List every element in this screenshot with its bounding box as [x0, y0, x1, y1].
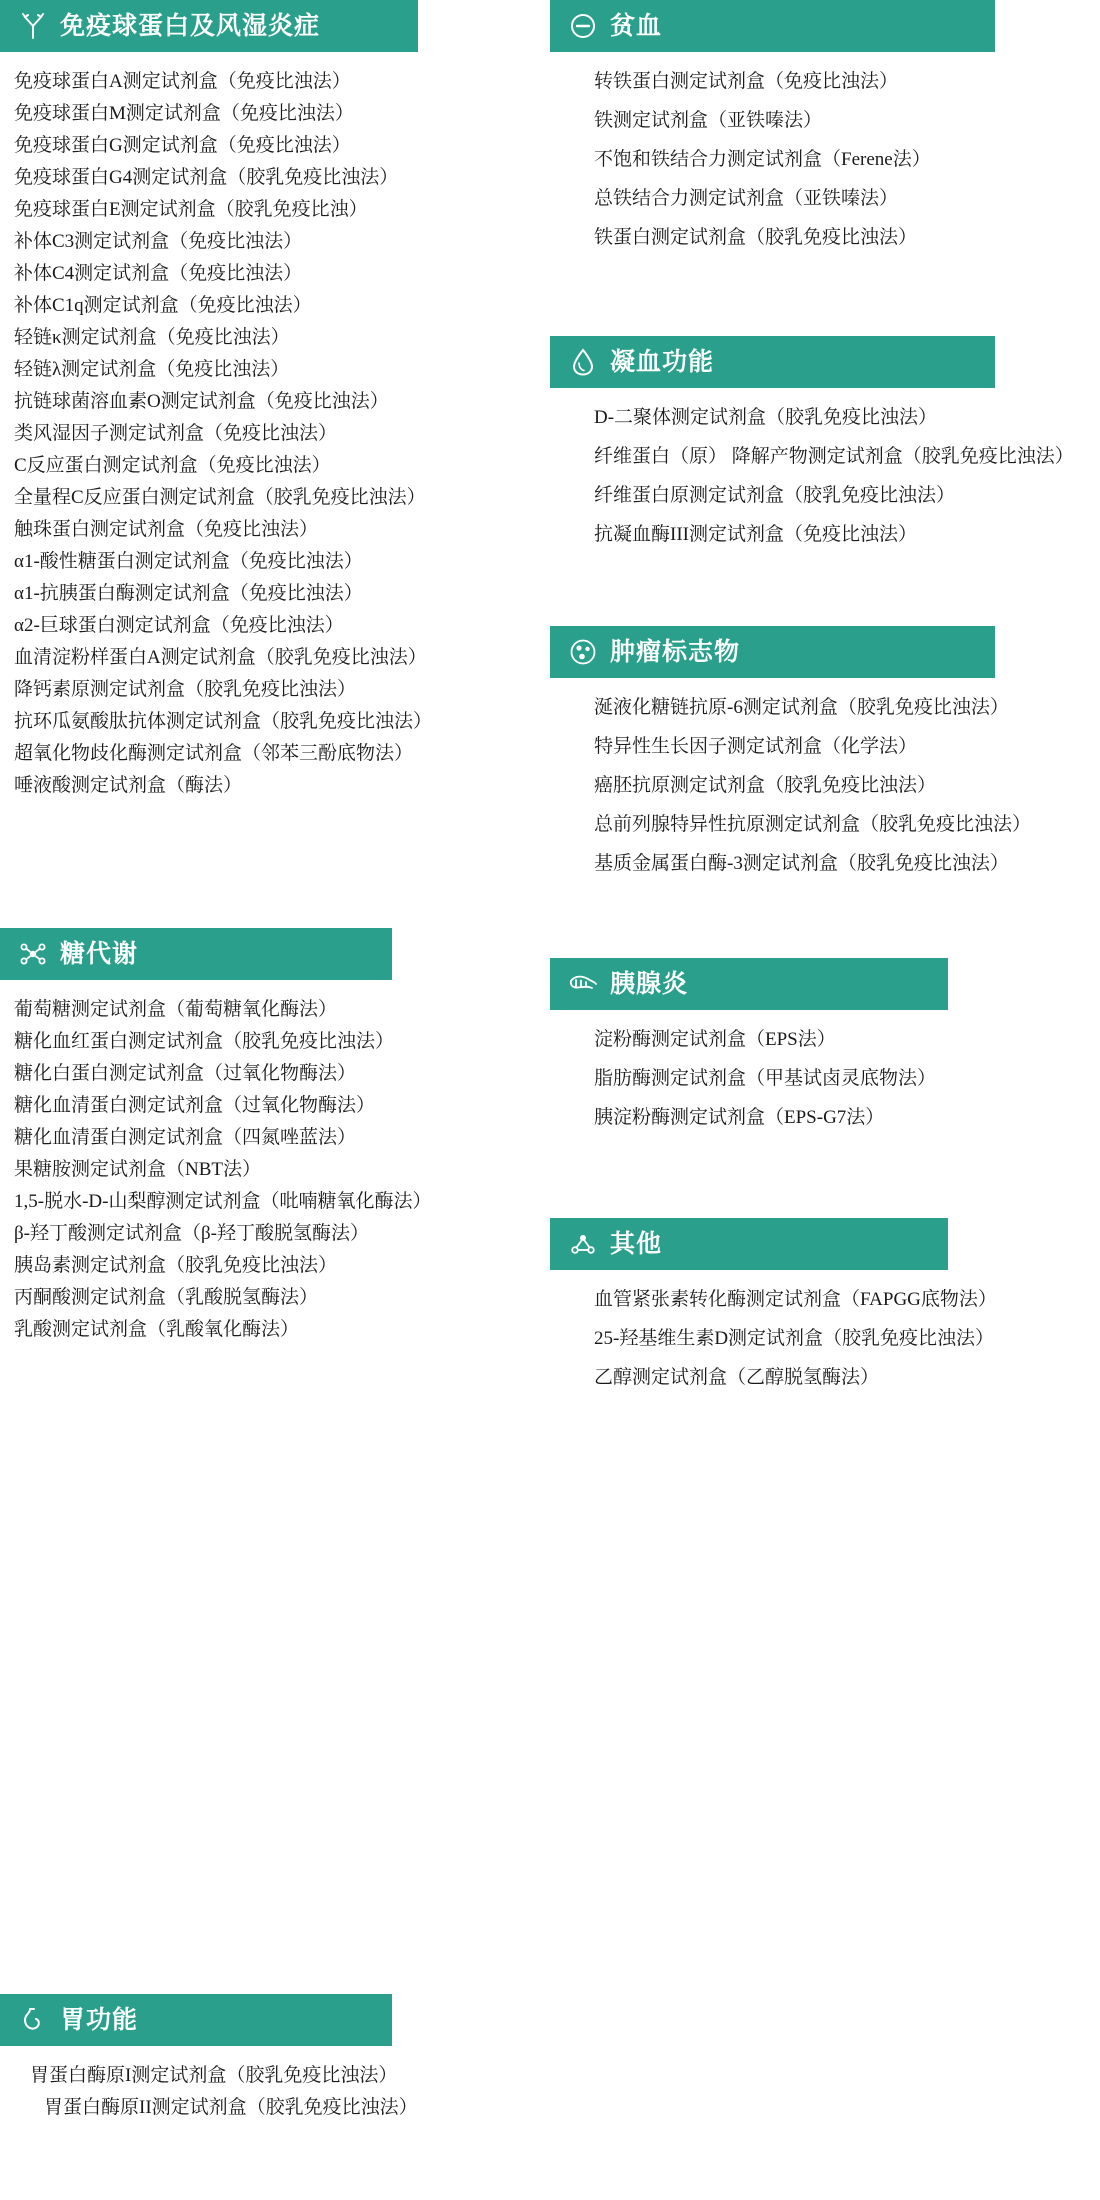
- list-item: 触珠蛋白测定试剂盒（免疫比浊法）: [14, 519, 319, 540]
- list-item: 脂肪酶测定试剂盒（甲基试卤灵底物法）: [594, 1068, 937, 1089]
- list-item: 胃蛋白酶原I测定试剂盒（胶乳免疫比浊法）: [30, 2065, 398, 2086]
- list-item: α2-巨球蛋白测定试剂盒（免疫比浊法）: [14, 615, 344, 636]
- list-item: 免疫球蛋白G4测定试剂盒（胶乳免疫比浊法）: [14, 167, 399, 188]
- list-item: β-羟丁酸测定试剂盒（β-羟丁酸脱氢酶法）: [14, 1223, 369, 1244]
- list-item: α1-酸性糖蛋白测定试剂盒（免疫比浊法）: [14, 551, 363, 572]
- section-title: 凝血功能: [610, 348, 715, 376]
- section-title: 贫血: [610, 12, 663, 40]
- list-item: 胃蛋白酶原II测定试剂盒（胶乳免疫比浊法）: [44, 2097, 418, 2118]
- list-item: 纤维蛋白（原） 降解产物测定试剂盒（胶乳免疫比浊法）: [594, 446, 1074, 467]
- section-title: 免疫球蛋白及风湿炎症: [60, 12, 321, 40]
- list-item: 糖化血红蛋白测定试剂盒（胶乳免疫比浊法）: [14, 1031, 395, 1052]
- section-list-pancre: [550, 1010, 1100, 1150]
- section-list-immuno: [0, 52, 550, 818]
- section-list-anemia: [550, 52, 1100, 270]
- section-header-immuno: [0, 0, 418, 52]
- list-item: 胰淀粉酶测定试剂盒（EPS-G7法）: [594, 1107, 885, 1128]
- list-item: α1-抗胰蛋白酶测定试剂盒（免疫比浊法）: [14, 583, 363, 604]
- droplet-icon: [568, 347, 598, 377]
- section-header-stomach: [0, 1994, 392, 2046]
- list-item: 糖化血清蛋白测定试剂盒（四氮唑蓝法）: [14, 1127, 357, 1148]
- list-item: 铁测定试剂盒（亚铁嗪法）: [594, 110, 823, 131]
- list-item: 涎液化糖链抗原-6测定试剂盒（胶乳免疫比浊法）: [594, 697, 1009, 718]
- section-immuno: [0, 0, 550, 818]
- list-item: 抗链球菌溶血素O测定试剂盒（免疫比浊法）: [14, 391, 389, 412]
- list-item: 葡萄糖测定试剂盒（葡萄糖氧化酶法）: [14, 999, 338, 1020]
- section-header-anemia: [550, 0, 995, 52]
- section-other: [550, 1218, 1100, 1410]
- list-item: 降钙素原测定试剂盒（胶乳免疫比浊法）: [14, 679, 357, 700]
- list-item: 乳酸测定试剂盒（乳酸氧化酶法）: [14, 1319, 300, 1340]
- stomach-icon: [18, 2005, 48, 2035]
- molecule-icon: [18, 939, 48, 969]
- section-anemia: [550, 0, 1100, 270]
- minus-circle-icon: [568, 11, 598, 41]
- list-item: 果糖胺测定试剂盒（NBT法）: [14, 1159, 262, 1180]
- list-item: C反应蛋白测定试剂盒（免疫比浊法）: [14, 455, 331, 476]
- section-title: 胃功能: [60, 2006, 139, 2034]
- section-header-coag: [550, 336, 995, 388]
- section-title: 肿瘤标志物: [610, 638, 741, 666]
- list-item: 纤维蛋白原测定试剂盒（胶乳免疫比浊法）: [594, 485, 956, 506]
- list-item: 唾液酸测定试剂盒（酶法）: [14, 775, 243, 796]
- section-list-sugar: [0, 980, 550, 1362]
- list-item: 转铁蛋白测定试剂盒（免疫比浊法）: [594, 71, 899, 92]
- list-item: D-二聚体测定试剂盒（胶乳免疫比浊法）: [594, 407, 938, 428]
- pancreas-icon: [568, 969, 598, 999]
- list-item: 糖化白蛋白测定试剂盒（过氧化物酶法）: [14, 1063, 357, 1084]
- list-item: 抗凝血酶III测定试剂盒（免疫比浊法）: [594, 524, 917, 545]
- section-title: 胰腺炎: [610, 970, 689, 998]
- section-header-pancre: [550, 958, 948, 1010]
- section-list-tumor: [550, 678, 1100, 896]
- section-pancre: [550, 958, 1100, 1150]
- section-header-sugar: [0, 928, 392, 980]
- list-item: 血清淀粉样蛋白A测定试剂盒（胶乳免疫比浊法）: [14, 647, 427, 668]
- list-item: 丙酮酸测定试剂盒（乳酸脱氢酶法）: [14, 1287, 319, 1308]
- list-item: 免疫球蛋白M测定试剂盒（免疫比浊法）: [14, 103, 354, 124]
- list-item: 超氧化物歧化酶测定试剂盒（邻苯三酚底物法）: [14, 743, 414, 764]
- molecule-icon: [568, 1229, 598, 1259]
- section-list-coag: [550, 388, 1100, 567]
- list-item: 胰岛素测定试剂盒（胶乳免疫比浊法）: [14, 1255, 338, 1276]
- antibody-icon: [18, 11, 48, 41]
- cells-icon: [568, 637, 598, 667]
- list-item: 基质金属蛋白酶-3测定试剂盒（胶乳免疫比浊法）: [594, 853, 1009, 874]
- list-item: 总铁结合力测定试剂盒（亚铁嗪法）: [594, 188, 899, 209]
- list-item: 淀粉酶测定试剂盒（EPS法）: [594, 1029, 836, 1050]
- section-title: 糖代谢: [60, 940, 139, 968]
- section-coag: [550, 336, 1100, 567]
- list-item: 血管紧张素转化酶测定试剂盒（FAPGG底物法）: [594, 1289, 997, 1310]
- list-item: 乙醇测定试剂盒（乙醇脱氢酶法）: [594, 1367, 880, 1388]
- list-item: 特异性生长因子测定试剂盒（化学法）: [594, 736, 918, 757]
- list-item: 铁蛋白测定试剂盒（胶乳免疫比浊法）: [594, 227, 918, 248]
- list-item: 总前列腺特异性抗原测定试剂盒（胶乳免疫比浊法）: [594, 814, 1032, 835]
- section-header-other: [550, 1218, 948, 1270]
- list-item: 补体C4测定试剂盒（免疫比浊法）: [14, 263, 303, 284]
- section-list-other: [550, 1270, 1100, 1410]
- list-item: 轻链κ测定试剂盒（免疫比浊法）: [14, 327, 290, 348]
- section-tumor: [550, 626, 1100, 896]
- list-item: 轻链λ测定试剂盒（免疫比浊法）: [14, 359, 290, 380]
- list-item: 免疫球蛋白G测定试剂盒（免疫比浊法）: [14, 135, 351, 156]
- section-title: 其他: [610, 1230, 663, 1258]
- list-item: 补体C3测定试剂盒（免疫比浊法）: [14, 231, 303, 252]
- list-item: 免疫球蛋白A测定试剂盒（免疫比浊法）: [14, 71, 351, 92]
- list-item: 1,5-脱水-D-山梨醇测定试剂盒（吡喃糖氧化酶法）: [14, 1191, 432, 1212]
- list-item: 补体C1q测定试剂盒（免疫比浊法）: [14, 295, 312, 316]
- list-item: 不饱和铁结合力测定试剂盒（Ferene法）: [594, 149, 931, 170]
- list-item: 癌胚抗原测定试剂盒（胶乳免疫比浊法）: [594, 775, 937, 796]
- list-item: 糖化血清蛋白测定试剂盒（过氧化物酶法）: [14, 1095, 376, 1116]
- list-item: 免疫球蛋白E测定试剂盒（胶乳免疫比浊）: [14, 199, 368, 220]
- section-list-stomach: [0, 2046, 550, 2140]
- list-item: 抗环瓜氨酸肽抗体测定试剂盒（胶乳免疫比浊法）: [14, 711, 433, 732]
- list-item: 全量程C反应蛋白测定试剂盒（胶乳免疫比浊法）: [14, 487, 426, 508]
- list-item: 类风湿因子测定试剂盒（免疫比浊法）: [14, 423, 338, 444]
- list-item: 25-羟基维生素D测定试剂盒（胶乳免疫比浊法）: [594, 1328, 995, 1349]
- section-sugar: [0, 928, 550, 1362]
- section-header-tumor: [550, 626, 995, 678]
- section-stomach: [0, 1994, 550, 2140]
